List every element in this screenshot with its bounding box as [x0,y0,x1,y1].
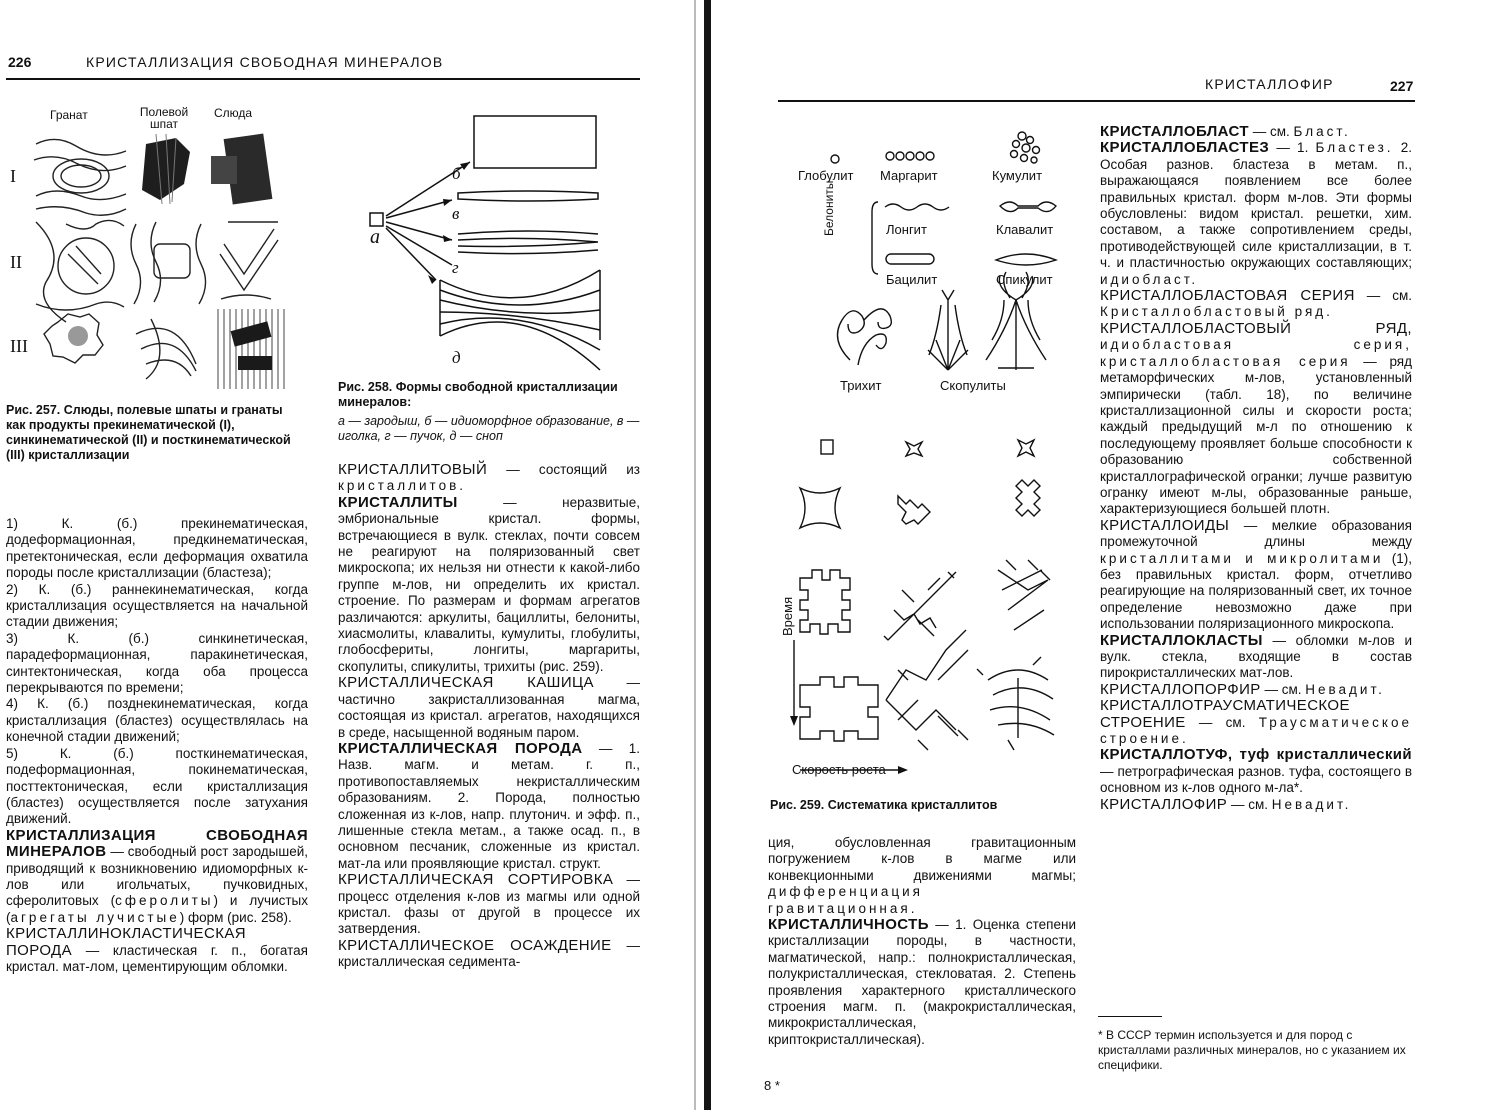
entry-crystal-sorting: КРИСТАЛЛИЧЕСКАЯ СОРТИРОВКА — процесс отделения к-лов из магмы или одной кристал. фазы от другой в процессе их затвердения. [338,871,640,937]
entry-crystallite-adj: КРИСТАЛЛИТОВЫЙ — состоящий из кристаллитов. [338,461,640,494]
right-running-head: КРИСТАЛЛОФИР [1205,76,1334,92]
fig258-letter-v: в [452,204,460,223]
entry-crystalloporphyr: КРИСТАЛЛОПОРФИР — см. Невадит. [1100,680,1385,698]
headword: КРИСТАЛЛИТОВЫЙ [338,461,488,478]
headword: КРИСТАЛЛОКЛАСТЫ [1100,631,1263,649]
entry-crystallophyre: КРИСТАЛЛОФИР — см. Невадит. [1100,795,1352,813]
entry-crystallinity: КРИСТАЛЛИЧНОСТЬ — 1. Оценка степени кристаллизации породы, в частности, магматической, напр.: полнокристаллическая, полукристаллическая, стекловатая. 2. Степень проявления характерного кристаллического строения магм. п. (макрокристаллическая, микрокристаллическая, криптокристаллическая). [768,916,1076,1047]
fig259-label-globulite: Глобулит [798,168,854,183]
page-gutter-line [694,0,696,1110]
headword: КРИСТАЛЛИЧЕСКАЯ ПОРОДА [338,739,583,757]
fig258-letter-d: д [452,348,461,367]
entry-crystalloclasts: КРИСТАЛЛОКЛАСТЫ — обломки м-лов и вулк. стекла, входящие в состав пирокристаллических мат-лов. [1100,631,1412,681]
headword: КРИСТАЛЛИЧЕСКОЕ ОСАЖДЕНИЕ [338,936,612,954]
book-spine-shadow [704,0,711,1110]
entry-crystalloblastesis: КРИСТАЛЛОБЛАСТЕЗ — 1. Бластез. 2. Особая разнов. бластеза в метам. п., выражающаяся появлением все более правильных кристал. форм м-лов. Эти формы обусловлены: видом кристал. решетки, хим. составом, а также сопротивлением среды, противодействующей силе кристаллизации, в т. ч. и пластичностью окружающих составляющих; идиобласт. [1100,139,1412,287]
fig258-legend: а — зародыш, б — идиоморфное образование, в — иголка, г — пучок, д — сноп [338,414,640,443]
entry-crystallotuff: КРИСТАЛЛОТУФ, туф кристаллический — петрографическая разнов. туфа, состоящего в основном из к-лов одного м-ла*. [1100,746,1412,796]
entry-crystal-settling: КРИСТАЛЛИЧЕСКОЕ ОСАЖДЕНИЕ — кристаллическая седимента- [338,936,640,970]
figure-259 [778,120,1090,790]
entry-crystallotrausmatic: КРИСТАЛЛОТРАУСМАТИЧЕСКОЕ СТРОЕНИЕ — см. Траусматическое строение. [1100,697,1412,747]
fig258-drawing [340,100,640,380]
footnote-rule [1098,1016,1162,1017]
headword: КРИСТАЛЛОБЛАСТ [1100,123,1249,140]
right-header-rule [778,100,1415,102]
fig257-col-label-mica: Слюда [214,106,253,120]
headword: КРИСТАЛЛИЧЕСКАЯ СОРТИРОВКА [338,871,614,889]
fig259-label-longite: Лонгит [886,222,927,237]
headword: КРИСТАЛЛИЗАЦИЯ СВОБОДНАЯ МИНЕРАЛОВ [6,826,308,861]
fig259-label-scopulites: Скопулиты [940,378,1006,393]
figure-258 [340,100,640,380]
headword: КРИСТАЛЛОБЛАСТОВЫЙ РЯД, [1100,319,1412,337]
fig259-label-margarite: Маргарит [880,168,938,183]
fig259-label-spiculite: Спикулит [996,272,1053,287]
headword: КРИСТАЛЛИНОКЛАСТИЧЕСКАЯ ПОРОДА [6,925,246,959]
left-header-rule [6,78,640,80]
left-running-head: КРИСТАЛЛИЗАЦИЯ СВОБОДНАЯ МИНЕРАЛОВ [86,54,444,70]
fig259-label-bacilite: Бацилит [886,272,938,287]
left-page-column-1 [6,516,308,975]
fig257-col-label-feldspar: Полевой шпат [139,105,189,131]
classification-item-2: 2) К. (б.) раннекинематическая, когда кристаллизация осуществляется на начальной стадии движения; [6,581,308,630]
entry-crystal-mush: КРИСТАЛЛИЧЕСКАЯ КАШИЦА — частично закристаллизованная магма, состоящая из кристал. агрегатов, находящихся в среде, насыщенной водяным паром. [338,674,640,740]
entry-crystallites: КРИСТАЛЛИТЫ — неразвитые, эмбриональные кристал. формы, встречающиеся в вулк. стеклах, почти совсем не реагируют на поляризованный свет микроскопа; их нельзя ни отнести к какой-либо группе м-лов, ни определить их кристал. строение. По размерам и формам агрегатов различаются: аркулиты, бациллиты, белониты, хиасмолиты, клавалиты, кумулиты, глобулиты, глобосфериты, лонгиты, маргариты, скопулиты, спикулиты, трихиты (рис. 259). [338,493,640,674]
classification-item-4: 4) К. (б.) позднекинематическая, когда кристаллизация (бластез) осуществлялась на конечной стадии движений; [6,696,308,745]
headword: КРИСТАЛЛОТУФ, туф кристаллический [1100,746,1412,764]
right-page-number: 227 [1390,78,1414,94]
classification-item-1: 1) К. (б.) прекинематическая, додеформационная, предкинематическая, претектоническая, если деформация охватила породы после кристаллизации (бластеза); [6,516,308,581]
fig257-col-label-garnet: Гранат [50,108,88,122]
fig258-caption: Рис. 258. Формы свободной кристаллизации минералов: [338,380,618,409]
entry-crystalloblastic-series: КРИСТАЛЛОБЛАСТОВАЯ СЕРИЯ — см. Кристаллобластовый ряд. [1100,287,1412,320]
fig258-letter-a: а [370,226,380,248]
fig258-letter-g: г [452,258,459,277]
fig257-row-label-1: I [10,166,16,186]
entry-crystallization-free: КРИСТАЛЛИЗАЦИЯ СВОБОДНАЯ МИНЕРАЛОВ — свободный рост зародышей, приводящий к возникновению идиоморфных к-лов или игольчатых, пучковидных, сферолитовых (сферолиты) и лучистых (агрегаты лучистые) форм (рис. 258). [6,826,308,925]
fig259-label-cumulite: Кумулит [992,168,1043,183]
fig259-label-clavalite: Клавалит [996,222,1054,237]
right-page-column-2 [1100,124,1412,813]
headword: КРИСТАЛЛИТЫ [338,493,458,511]
fig259-axis-time: Время [780,596,795,636]
fig259-axis-growth-rate: Скорость роста [792,762,886,777]
footnote: * В СССР термин используется и для пород с кристаллами различных минералов, но с указанием их специфики. [1098,1028,1406,1072]
classification-item-3: 3) К. (б.) синкинетическая, парадеформационная, паракинетическая, синтектоническая, когда оба процесса перекрываются по времени; [6,630,308,696]
headword: КРИСТАЛЛОТРАУСМАТИЧЕСКОЕ СТРОЕНИЕ [1100,697,1350,731]
classification-item-5: 5) К. (б.) посткинематическая, подеформационная, покинематическая, посттектоническая, если кристаллизация (бластез) осуществляется после затухания движений. [6,745,308,827]
fig257-caption: Рис. 257. Слюды, полевые шпаты и гранаты как продукты прекинематической (I), синкинематической (II) и посткинематической (III) кристаллизации [6,403,291,462]
fig258-letter-b: б [452,164,461,183]
headword: КРИСТАЛЛОИДЫ [1100,516,1230,534]
fig257-row-label-2: II [10,252,22,272]
fig259-caption: Рис. 259. Систематика кристаллитов [770,798,998,812]
headword: КРИСТАЛЛИЧЕСКАЯ КАШИЦА [338,674,594,692]
entry-crystalline-rock: КРИСТАЛЛИЧЕСКАЯ ПОРОДА — 1. Назв. магм. и метам. г. п., противопоставляемых некристаллическим образованиям. 2. Порода, полностью сложенная из к-лов, напр. плутонич. и эфф. п., лишенные стекла метам., а также осад. п., в основном песчаник, сложенные из кристал. мат-ла или проявляющие кристал. структ. [338,739,640,871]
entry-crystalloblastic-row: КРИСТАЛЛОБЛАСТОВЫЙ РЯД, идиобластовая серия, кристаллобластовая серия — ряд метаморфических м-лов, установленный эмпирически (табл. 18), по величине кристаллизационной силы и скорости роста; каждый предыдущий м-л по отношению к последующему проявляет больше способности к образованию собственной кристаллографической огранки; лучше развитую огранку имеют м-лы, образованные раньше, характеризующиеся большей плотн. [1100,319,1412,517]
sheet-signature: 8 * [764,1078,780,1093]
right-page-column-1 [768,835,1076,1048]
entry-crystalloids: КРИСТАЛЛОИДЫ — мелкие образования промежуточной длины между кристаллитами и микролитами (1), без правильных кристал. форм, отчетливо реагирующие на поляризованный свет, их точное определение невозможно даже при использовании поляризационного микроскопа. [1100,516,1412,632]
left-page-column-2 [338,462,640,971]
headword: КРИСТАЛЛОПОРФИР [1100,680,1261,698]
fig257-row-label-3: III [10,336,28,356]
fig259-label-trichite: Трихит [840,378,882,393]
fig257-drawing [6,104,296,394]
headword: КРИСТАЛЛИЧНОСТЬ [768,916,929,934]
figure-257 [6,104,296,394]
headword: КРИСТАЛЛОБЛАСТОВАЯ СЕРИЯ [1100,287,1355,305]
entry-crystallinoclastic-rock: КРИСТАЛЛИНОКЛАСТИЧЕСКАЯ ПОРОДА — кластическая г. п., богатая кристал. мат-лом, цементирующим обломки. [6,925,308,974]
headword: КРИСТАЛЛОФИР [1100,795,1228,813]
entry-crystalloblast: КРИСТАЛЛОБЛАСТ — см. Бласт. [1100,123,1351,140]
entry-continuation: ция, обусловленная гравитационным погружением к-лов в магме или конвекционными движениями магмы; дифференциация гравитационная. [768,835,1076,916]
left-page-number: 226 [8,54,32,70]
fig259-label-belonites: Белониты [822,180,836,236]
headword: КРИСТАЛЛОБЛАСТЕЗ [1100,139,1270,157]
